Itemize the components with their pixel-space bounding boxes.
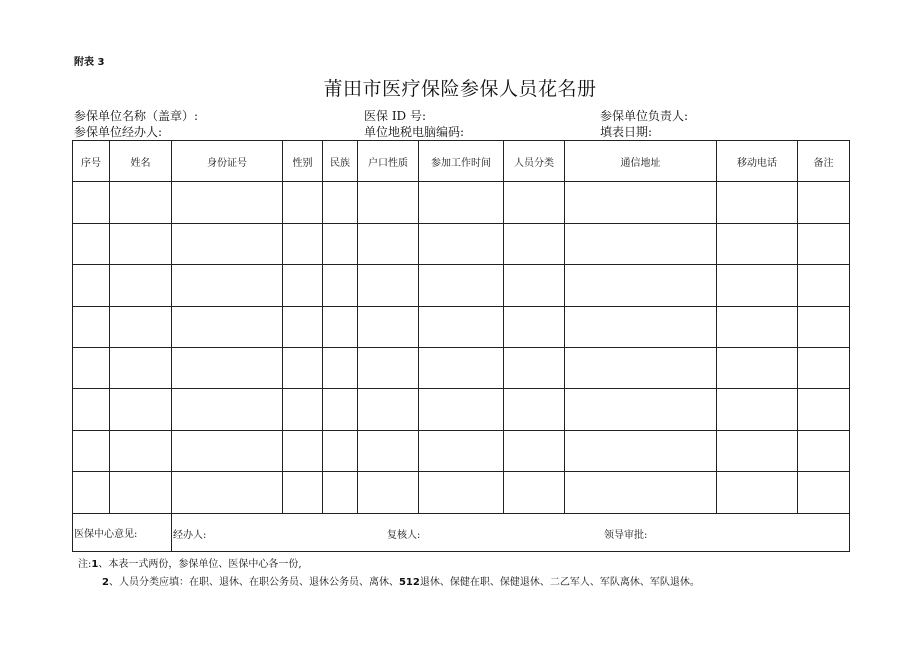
table-cell[interactable] xyxy=(717,472,798,513)
table-cell[interactable] xyxy=(283,223,323,264)
table-cell[interactable] xyxy=(110,472,172,513)
note-2-number: 2 xyxy=(102,577,109,588)
table-cell[interactable] xyxy=(283,389,323,430)
table-cell[interactable] xyxy=(717,430,798,471)
table-cell[interactable] xyxy=(419,430,504,471)
table-cell[interactable] xyxy=(504,430,565,471)
table-cell[interactable] xyxy=(323,223,358,264)
leader-approval-label: 领导审批: xyxy=(604,530,648,541)
table-cell[interactable] xyxy=(283,472,323,513)
table-row xyxy=(73,265,850,306)
table-cell[interactable] xyxy=(798,223,850,264)
reviewer-label: 复核人: xyxy=(387,530,421,541)
col-header-name: 姓名 xyxy=(110,141,172,182)
table-row xyxy=(73,347,850,388)
col-header-ethnicity: 民族 xyxy=(323,141,358,182)
table-cell[interactable] xyxy=(110,182,172,223)
table-cell[interactable] xyxy=(73,389,110,430)
note-2-text-b: 退休、保健在职、保健退休、二乙军人、军队离休、军队退休。 xyxy=(419,577,700,588)
table-row xyxy=(73,472,850,513)
table-row xyxy=(73,430,850,471)
table-cell[interactable] xyxy=(358,472,419,513)
table-cell[interactable] xyxy=(172,182,283,223)
table-cell[interactable] xyxy=(73,223,110,264)
note-1-number: 1 xyxy=(91,559,99,570)
table-cell[interactable] xyxy=(798,306,850,347)
table-cell[interactable] xyxy=(419,265,504,306)
table-cell[interactable] xyxy=(717,182,798,223)
table-cell[interactable] xyxy=(565,472,717,513)
table-cell[interactable] xyxy=(798,265,850,306)
table-cell[interactable] xyxy=(172,306,283,347)
table-cell[interactable] xyxy=(419,389,504,430)
table-cell[interactable] xyxy=(565,306,717,347)
table-cell[interactable] xyxy=(110,223,172,264)
table-cell[interactable] xyxy=(358,306,419,347)
table-cell[interactable] xyxy=(798,182,850,223)
table-row xyxy=(73,182,850,223)
attachment-label: 附表 3 xyxy=(74,57,105,68)
medical-id-field: 医保 ID 号: xyxy=(364,109,427,123)
note-prefix: 注: xyxy=(78,559,92,570)
center-opinion-label: 医保中心意见: xyxy=(73,513,172,551)
table-cell[interactable] xyxy=(73,265,110,306)
table-cell[interactable] xyxy=(565,182,717,223)
fill-date-field: 填表日期: xyxy=(600,125,653,139)
table-cell[interactable] xyxy=(717,347,798,388)
table-cell[interactable] xyxy=(73,347,110,388)
table-cell[interactable] xyxy=(419,347,504,388)
table-cell[interactable] xyxy=(419,182,504,223)
tax-code-field: 单位地税电脑编码: xyxy=(364,125,465,139)
table-cell[interactable] xyxy=(565,223,717,264)
table-cell[interactable] xyxy=(323,430,358,471)
table-cell[interactable] xyxy=(323,265,358,306)
unit-head-field: 参保单位负责人: xyxy=(600,109,689,123)
table-cell[interactable] xyxy=(565,430,717,471)
table-cell[interactable] xyxy=(717,389,798,430)
table-cell[interactable] xyxy=(172,430,283,471)
table-cell[interactable] xyxy=(283,347,323,388)
note-2 xyxy=(102,573,700,588)
note-2-bold: 512 xyxy=(398,577,420,588)
table-cell[interactable] xyxy=(110,265,172,306)
table-cell[interactable] xyxy=(358,347,419,388)
table-cell[interactable] xyxy=(565,347,717,388)
table-cell[interactable] xyxy=(798,430,850,471)
table-cell[interactable] xyxy=(73,182,110,223)
col-header-gender: 性别 xyxy=(283,141,323,182)
table-header-row xyxy=(73,141,850,182)
table-cell[interactable] xyxy=(73,472,110,513)
note-1-text: 、本表一式两份，参保单位、医保中心各一份, xyxy=(98,559,302,570)
table-cell[interactable] xyxy=(110,306,172,347)
table-cell[interactable] xyxy=(504,265,565,306)
page-title: 莆田市医疗保险参保人员花名册 xyxy=(323,78,597,100)
table-row xyxy=(73,223,850,264)
table-row xyxy=(73,389,850,430)
table-row xyxy=(73,306,850,347)
table-cell[interactable] xyxy=(283,265,323,306)
unit-agent-field: 参保单位经办人: xyxy=(74,125,163,139)
note-1 xyxy=(78,555,302,570)
table-cell[interactable] xyxy=(73,430,110,471)
approval-cell[interactable] xyxy=(172,513,850,551)
table-cell[interactable] xyxy=(717,265,798,306)
table-cell[interactable] xyxy=(172,223,283,264)
note-2-text-a: 、人员分类应填：在职、退休、在职公务员、退休公务员、离休、 xyxy=(108,577,399,588)
table-cell[interactable] xyxy=(172,389,283,430)
table-cell[interactable] xyxy=(504,347,565,388)
table-cell[interactable] xyxy=(419,472,504,513)
table-cell[interactable] xyxy=(358,182,419,223)
table-cell[interactable] xyxy=(73,306,110,347)
table-cell[interactable] xyxy=(798,389,850,430)
table-cell[interactable] xyxy=(358,389,419,430)
table-cell[interactable] xyxy=(565,265,717,306)
table-cell[interactable] xyxy=(110,389,172,430)
table-cell[interactable] xyxy=(798,472,850,513)
roster-table xyxy=(72,140,850,552)
table-cell[interactable] xyxy=(358,265,419,306)
table-cell[interactable] xyxy=(504,306,565,347)
table-cell[interactable] xyxy=(504,389,565,430)
table-cell[interactable] xyxy=(419,223,504,264)
table-cell[interactable] xyxy=(717,306,798,347)
table-cell[interactable] xyxy=(172,347,283,388)
unit-name-field: 参保单位名称（盖章）: xyxy=(74,109,199,123)
col-header-remarks: 备注 xyxy=(798,141,850,182)
table-cell[interactable] xyxy=(110,430,172,471)
table-cell[interactable] xyxy=(323,472,358,513)
table-cell[interactable] xyxy=(323,306,358,347)
col-header-address: 通信地址 xyxy=(565,141,717,182)
table-cell[interactable] xyxy=(283,306,323,347)
col-header-household-type: 户口性质 xyxy=(358,141,419,182)
table-cell[interactable] xyxy=(323,347,358,388)
col-header-mobile: 移动电话 xyxy=(717,141,798,182)
table-cell[interactable] xyxy=(283,182,323,223)
table-cell[interactable] xyxy=(323,182,358,223)
table-cell[interactable] xyxy=(172,472,283,513)
table-cell[interactable] xyxy=(504,182,565,223)
col-header-id-number: 身份证号 xyxy=(172,141,283,182)
handler-label: 经办人: xyxy=(173,530,207,541)
table-cell[interactable] xyxy=(358,223,419,264)
table-cell[interactable] xyxy=(358,430,419,471)
table-cell[interactable] xyxy=(323,389,358,430)
table-cell[interactable] xyxy=(283,430,323,471)
table-cell[interactable] xyxy=(504,472,565,513)
table-cell[interactable] xyxy=(565,389,717,430)
col-header-category: 人员分类 xyxy=(504,141,565,182)
table-cell[interactable] xyxy=(798,347,850,388)
table-cell[interactable] xyxy=(419,306,504,347)
table-cell[interactable] xyxy=(504,223,565,264)
table-cell[interactable] xyxy=(717,223,798,264)
table-cell[interactable] xyxy=(110,347,172,388)
col-header-work-start: 参加工作时间 xyxy=(419,141,504,182)
col-header-seq: 序号 xyxy=(73,141,110,182)
table-cell[interactable] xyxy=(172,265,283,306)
